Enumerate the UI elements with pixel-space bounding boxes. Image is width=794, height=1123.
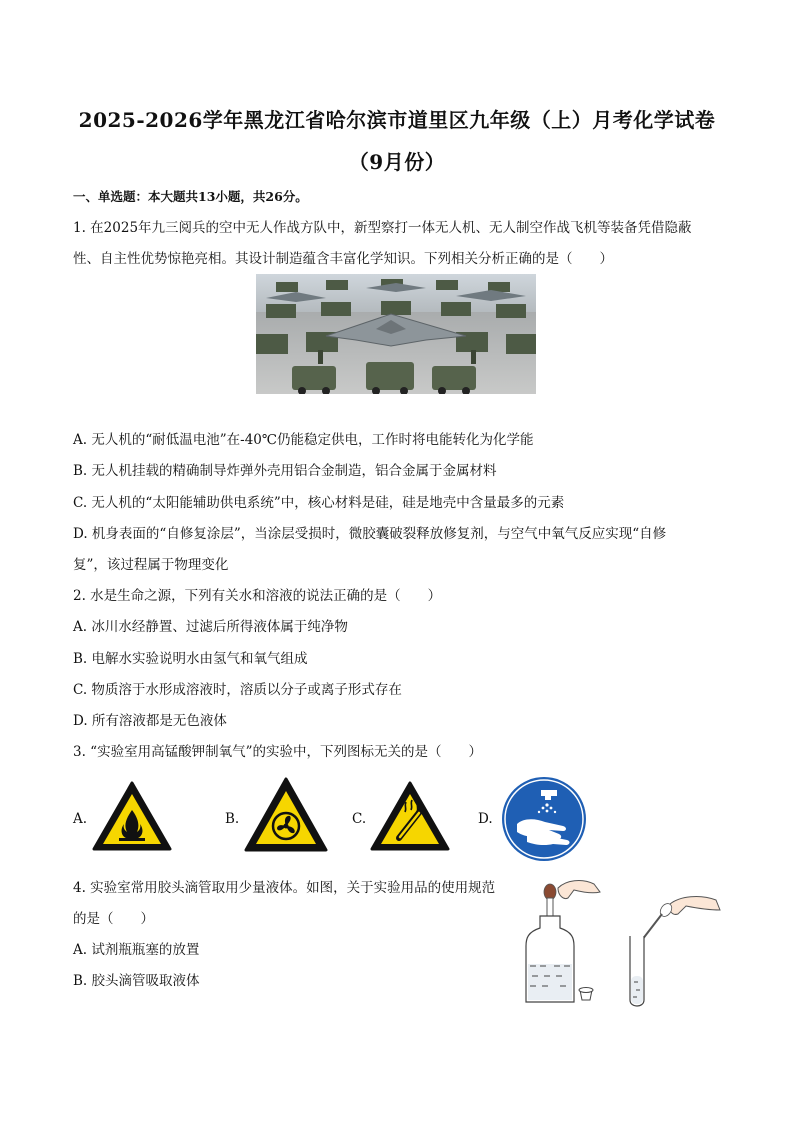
section-heading: 一、单选题：本大题共13小题，共26分。 — [73, 189, 308, 204]
q3-label-a: A. — [73, 811, 88, 827]
q3-label-c: C. — [352, 811, 367, 827]
q3-option-c-sign — [369, 780, 451, 856]
q2-option-d: D. 所有溶液都是无色液体 — [73, 713, 227, 729]
q1-stem-line2: 性、自主性优势惊艳亮相。其设计制造蕴含丰富化学知识。下列相关分析正确的是（ ） — [73, 251, 613, 267]
q3-stem: 3. “实验室用高锰酸钾制氧气”的实验中，下列图标无关的是（ ） — [73, 744, 482, 760]
parade-drone-image — [256, 274, 536, 394]
dropper-bottle-and-test-tube-figure — [520, 876, 725, 1011]
q3-label-b: B. — [225, 811, 240, 827]
hot-surface-icon — [369, 780, 451, 852]
q1-option-c: C. 无人机的“太阳能辅助供电系统”中，核心材料是硅，硅是地壳中含量最多的元素 — [73, 495, 565, 511]
q4-option-b: B. 胶头滴管吸取液体 — [73, 973, 200, 989]
dropper-lab-illustration — [520, 876, 725, 1011]
exam-subtitle: （9月份） — [348, 150, 446, 174]
wash-hands-icon — [501, 776, 587, 862]
q2-option-b: B. 电解水实验说明水由氢气和氧气组成 — [73, 651, 308, 667]
q3-sign-options — [73, 776, 593, 862]
q1-option-a: A. 无人机的“耐低温电池”在-40℃仍能稳定供电，工作时将电能转化为化学能 — [73, 432, 534, 448]
q1-option-d-line2: 复”，该过程属于物理变化 — [73, 557, 229, 573]
flame-warning-icon — [91, 780, 173, 852]
q2-option-c: C. 物质溶于水形成溶液时，溶质以分子或离子形式存在 — [73, 682, 402, 698]
ventilation-fan-icon — [243, 776, 329, 854]
q1-option-d-line1: D. 机身表面的“自修复涂层”，当涂层受损时，微胶囊破裂释放修复剂，与空气中氧气反应实现“自修 — [73, 526, 667, 542]
q1-stem-line1: 1. 在2025年九三阅兵的空中无人作战方队中，新型察打一体无人机、无人制空作战飞机等装备凭借隐蔽 — [73, 220, 692, 236]
q3-option-a-sign — [91, 780, 173, 856]
q3-option-b-sign — [243, 776, 329, 858]
q2-stem: 2. 水是生命之源，下列有关水和溶液的说法正确的是（ ） — [73, 588, 442, 604]
q4-stem-line1: 4. 实验室常用胶头滴管取用少量液体。如图，关于实验用品的使用规范 — [73, 880, 496, 896]
q3-option-d-sign — [501, 776, 587, 866]
parade-drone-photo — [256, 274, 536, 394]
q3-label-d: D. — [478, 811, 493, 827]
exam-title: 2025-2026学年黑龙江省哈尔滨市道里区九年级（上）月考化学试卷 — [78, 108, 716, 132]
q2-option-a: A. 冰川水经静置、过滤后所得液体属于纯净物 — [73, 619, 348, 635]
q4-stem-line2: 的是（ ） — [73, 911, 154, 927]
q4-option-a: A. 试剂瓶瓶塞的放置 — [73, 942, 200, 958]
q1-option-b: B. 无人机挂载的精确制导炸弹外壳用铝合金制造，铝合金属于金属材料 — [73, 463, 497, 479]
